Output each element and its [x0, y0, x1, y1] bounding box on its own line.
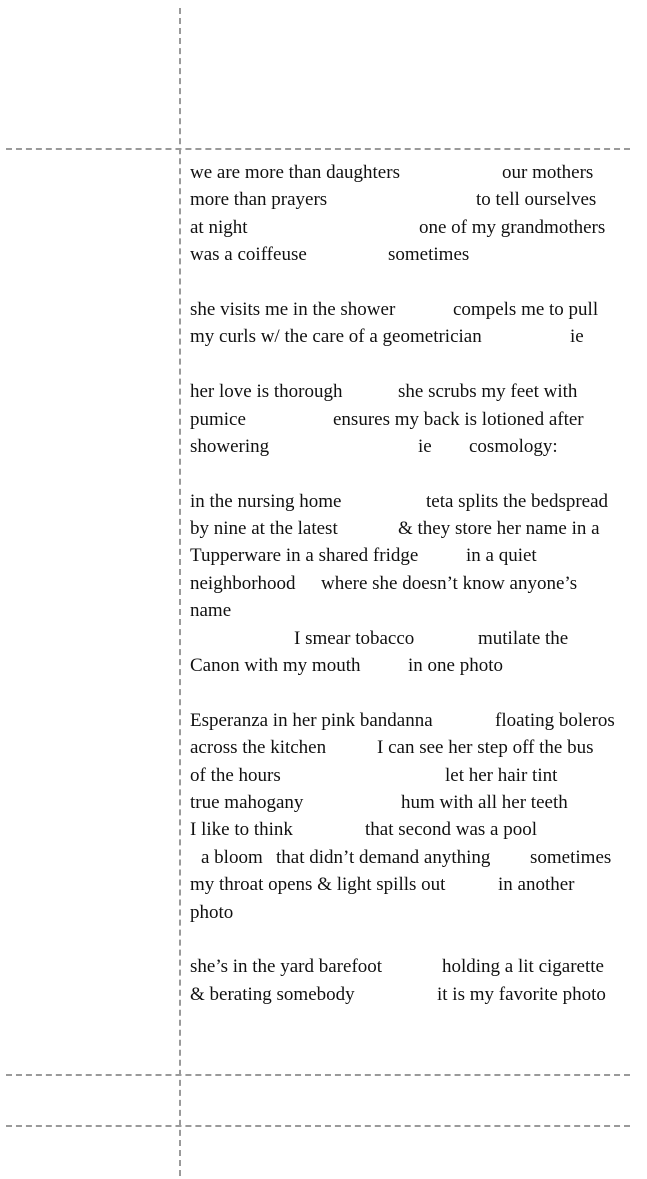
poem-line [190, 381, 630, 408]
poem-fragment: to tell ourselves [476, 189, 597, 211]
stanza-break [190, 354, 630, 381]
stanza-break [190, 682, 630, 709]
poem-line [190, 436, 630, 463]
poem-fragment: that didn’t demand anything [276, 846, 491, 868]
poem-fragment: photo [190, 901, 234, 923]
poem-fragment: I smear tobacco [294, 627, 415, 649]
poem-fragment: of the hours [190, 764, 281, 786]
poem-fragment: across the kitchen [190, 737, 327, 759]
poem-fragment: was a coiffeuse [190, 244, 307, 266]
poem-line [190, 518, 630, 545]
poem-line [190, 409, 630, 436]
poem-line [190, 655, 630, 682]
poem-fragment: ensures my back is lotioned after [333, 408, 584, 430]
poem-fragment: in a quiet [466, 545, 537, 567]
poem-fragment: teta splits the bedspread [426, 490, 609, 512]
poem-line [190, 189, 630, 216]
poem-fragment: in the nursing home [190, 490, 342, 512]
poem-fragment: mutilate the [478, 627, 569, 649]
poem-fragment: that second was a pool [365, 819, 538, 841]
poem-fragment: pumice [190, 408, 246, 430]
poem-fragment: floating boleros [495, 709, 615, 731]
poem-line [190, 545, 630, 572]
poem-fragment: holding a lit cigarette [442, 956, 604, 978]
bottom-horizontal-dashed-divider [6, 1125, 630, 1127]
poem-fragment: one of my grandmothers [419, 216, 606, 238]
poem-line [190, 874, 630, 901]
poem-fragment: in another [498, 874, 575, 896]
poem-fragment: Canon with my mouth [190, 655, 361, 677]
poem-line [190, 847, 630, 874]
poem-line [190, 326, 630, 353]
poem-line [190, 217, 630, 244]
poem-fragment: cosmology: [469, 435, 558, 457]
poem-fragment: in one photo [408, 655, 503, 677]
poem-fragment: her love is thorough [190, 381, 343, 403]
poem-line [190, 600, 630, 627]
poem-line [190, 956, 630, 983]
stanza-break [190, 463, 630, 490]
poem-fragment: showering [190, 435, 270, 457]
stanza-break [190, 929, 630, 956]
poem-fragment: where she doesn’t know anyone’s [321, 572, 578, 594]
poem-line [190, 737, 630, 764]
poem-fragment: ie [418, 435, 432, 457]
poem-fragment: she’s in the yard barefoot [190, 956, 383, 978]
poem-fragment: hum with all her teeth [401, 791, 568, 813]
poem-fragment: by nine at the latest [190, 518, 338, 540]
vertical-dashed-divider [179, 8, 181, 1176]
poem-line [190, 984, 630, 1011]
poem-fragment: I like to think [190, 819, 293, 841]
poem-fragment: it is my favorite photo [437, 983, 606, 1005]
poem-line [190, 162, 630, 189]
poem-fragment: neighborhood [190, 572, 296, 594]
poem-body [190, 162, 630, 1011]
poem-fragment: I can see her step off the bus [377, 737, 594, 759]
poem-line [190, 299, 630, 326]
poem-fragment: ie [570, 326, 584, 348]
top-horizontal-dashed-divider [6, 148, 630, 150]
poem-line [190, 244, 630, 271]
poem-fragment: compels me to pull [453, 298, 599, 320]
poem-fragment: name [190, 600, 232, 622]
poem-line [190, 573, 630, 600]
poem-fragment: she visits me in the shower [190, 298, 396, 320]
poem-fragment: sometimes [530, 846, 612, 868]
poem-fragment: at night [190, 216, 248, 238]
poem-fragment: let her hair tint [445, 764, 558, 786]
poem-fragment: true mahogany [190, 791, 304, 813]
poem-line [190, 792, 630, 819]
poem-fragment: more than prayers [190, 189, 328, 211]
poem-line [190, 902, 630, 929]
poem-fragment: a bloom [201, 846, 263, 868]
lower-horizontal-dashed-divider [6, 1074, 630, 1076]
poem-fragment: Tupperware in a shared fridge [190, 545, 419, 567]
poem-fragment: she scrubs my feet with [398, 381, 578, 403]
poem-fragment: & they store her name in a [398, 518, 600, 540]
poem-line [190, 819, 630, 846]
poem-fragment: we are more than daughters [190, 162, 400, 183]
poem-fragment: sometimes [388, 244, 470, 266]
poem-fragment: our mothers [502, 162, 594, 183]
poem-line [190, 765, 630, 792]
poem-fragment: & berating somebody [190, 983, 355, 1005]
poem-line [190, 710, 630, 737]
poem-fragment: Esperanza in her pink bandanna [190, 709, 433, 731]
poem-line [190, 628, 630, 655]
poem-fragment: my curls w/ the care of a geometrician [190, 326, 482, 348]
stanza-break [190, 272, 630, 299]
poem-fragment: my throat opens & light spills out [190, 874, 446, 896]
poem-line [190, 491, 630, 518]
